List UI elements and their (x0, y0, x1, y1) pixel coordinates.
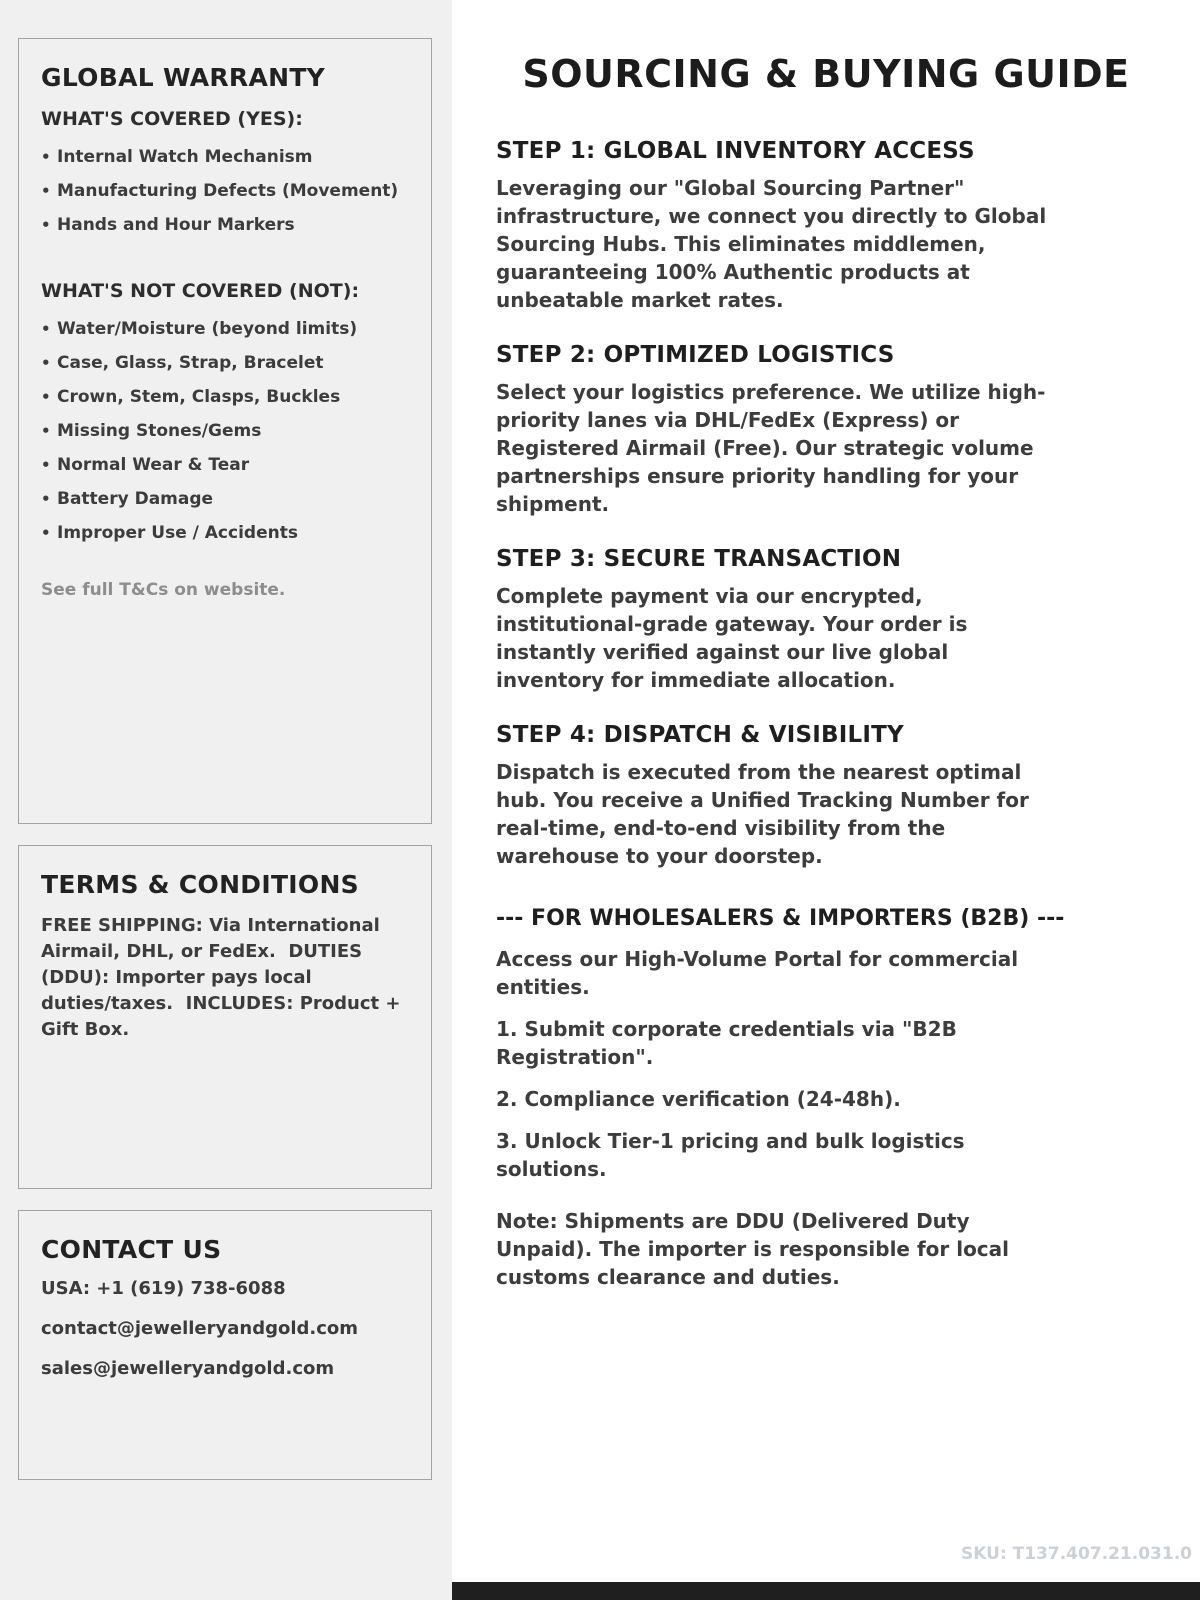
step-3 (496, 546, 1156, 694)
bottom-bar (452, 1582, 1200, 1600)
main-content (452, 0, 1200, 1600)
sidebar (0, 0, 452, 1600)
warranty-footnote: See full T&Cs on website. (41, 580, 286, 600)
b2b-item-1: 1. Submit corporate credentials via "B2B Registration". (496, 1017, 957, 1069)
step-4-body: Dispatch is executed from the nearest optimal hub. You receive a Unified Tracking Number for real-time, end-to-end visibility from the warehouse to your doorstep. (496, 760, 1029, 868)
not-covered-title: WHAT'S NOT COVERED (NOT): (41, 280, 360, 302)
step-2-body: Select your logistics preference. We utilize high-priority lanes via DHL/FedEx (Express) or Registered Airmail (Free). Our strategic volume partnerships ensure priority handling for your shipment. (496, 380, 1046, 516)
contact-box (18, 1210, 432, 1480)
b2b-item-2: 2. Compliance verification (24-48h). (496, 1087, 901, 1111)
not-covered-list (41, 312, 409, 550)
not-covered-item: • Improper Use / Accidents (41, 516, 409, 550)
step-1-heading: STEP 1: GLOBAL INVENTORY ACCESS (496, 138, 975, 164)
not-covered-item: • Normal Wear & Tear (41, 448, 409, 482)
contact-email: contact@jewelleryandgold.com (41, 1318, 359, 1339)
covered-title: WHAT'S COVERED (YES): (41, 108, 303, 130)
covered-list (41, 140, 409, 242)
step-1-body: Leveraging our "Global Sourcing Partner" infrastructure, we connect you directly to Global Sourcing Hubs. This eliminates middlemen, guaranteeing 100% Authentic products at unbeatable market rates. (496, 176, 1047, 312)
not-covered-item: • Battery Damage (41, 482, 409, 516)
contact-title: CONTACT US (41, 1235, 222, 1264)
b2b-item-3: 3. Unlock Tier-1 pricing and bulk logistics solutions. (496, 1129, 965, 1181)
terms-title: TERMS & CONDITIONS (41, 870, 359, 899)
b2b-heading: --- FOR WHOLESALERS & IMPORTERS (B2B) --- (496, 906, 1065, 931)
terms-box (18, 845, 432, 1189)
page-title: SOURCING & BUYING GUIDE (522, 52, 1130, 96)
sku-label: SKU: T137.407.21.031.0 (960, 1544, 1192, 1564)
warranty-title: GLOBAL WARRANTY (41, 63, 326, 92)
covered-item: • Manufacturing Defects (Movement) (41, 174, 409, 208)
step-2-heading: STEP 2: OPTIMIZED LOGISTICS (496, 342, 895, 368)
not-covered-item: • Case, Glass, Strap, Bracelet (41, 346, 409, 380)
covered-item: • Internal Watch Mechanism (41, 140, 409, 174)
not-covered-item: • Water/Moisture (beyond limits) (41, 312, 409, 346)
b2b-intro: Access our High-Volume Portal for commercial entities. (496, 947, 1019, 999)
b2b-note: Note: Shipments are DDU (Delivered Duty Unpaid). The importer is responsible for local customs clearance and duties. (496, 1209, 1010, 1289)
step-1 (496, 138, 1156, 314)
not-covered-item: • Crown, Stem, Clasps, Buckles (41, 380, 409, 414)
not-covered-item: • Missing Stones/Gems (41, 414, 409, 448)
step-3-body: Complete payment via our encrypted, institutional-grade gateway. Your order is instantly verified against our live global inventory for immediate allocation. (496, 584, 968, 692)
step-4 (496, 722, 1156, 870)
terms-body: FREE SHIPPING: Via International Airmail, DHL, or FedEx. DUTIES (DDU): Importer pays local duties/taxes. INCLUDES: Product + Gift Box. (41, 915, 407, 1040)
step-3-heading: STEP 3: SECURE TRANSACTION (496, 546, 902, 572)
covered-item: • Hands and Hour Markers (41, 208, 409, 242)
contact-email-sales: sales@jewelleryandgold.com (41, 1358, 335, 1379)
step-4-heading: STEP 4: DISPATCH & VISIBILITY (496, 722, 904, 748)
b2b-section (496, 906, 1156, 1291)
warranty-box (18, 38, 432, 824)
contact-phone: USA: +1 (619) 738-6088 (41, 1278, 286, 1299)
step-2 (496, 342, 1156, 518)
